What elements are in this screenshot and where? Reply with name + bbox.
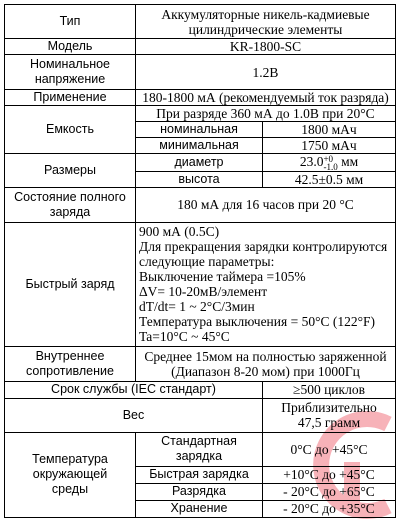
temp-discharge-label: Разрядка <box>136 483 263 500</box>
temp-standard-label: Стандартная зарядка <box>136 432 263 466</box>
row-application <box>5 90 396 106</box>
weight-label: Вес <box>5 398 263 432</box>
row-full-charge <box>5 187 396 222</box>
application-value: 180-1800 мА (рекомендуемый ток разряда) <box>136 90 396 106</box>
capacity-nominal-value: 1800 мАч <box>263 122 396 138</box>
row-model <box>5 39 396 55</box>
row-resistance <box>5 346 396 381</box>
height-value: 42.5±0.5 мм <box>263 171 396 187</box>
type-value: Аккумуляторные никель-кадмиевые цилиндрические элементы <box>136 5 396 39</box>
full-charge-value: 180 мА для 16 часов при 20 °C <box>136 187 396 222</box>
height-label: высота <box>136 171 263 187</box>
weight-value: Приблизительно 47,5 грамм <box>263 398 396 432</box>
row-type <box>5 5 396 39</box>
application-label: Применение <box>5 90 136 106</box>
model-label: Модель <box>5 39 136 55</box>
capacity-label: Емкость <box>5 106 136 154</box>
voltage-value: 1.2В <box>136 55 396 90</box>
specification-table <box>4 4 396 518</box>
resistance-label: Внутреннее сопротивление <box>5 346 136 381</box>
temp-discharge-value: - 20°C до +65°C <box>263 483 396 500</box>
model-value: KR-1800-SC <box>136 39 396 55</box>
resistance-value: Среднее 15мом на полностью заряженной (Диапазон 8-20 мом) при 1000Гц <box>136 346 396 381</box>
fast-charge-details: 900 мА (0.5C) Для прекращения зарядки контролируются следующие параметры: Выключение таймера =105% ΔV= 10-20мВ/элемент dT/dt= 1 ~ 2°C/3мин Температура выключения = 50°C (122°F) Ta=10°C ~ 45°C <box>136 222 396 346</box>
life-value: ≥500 циклов <box>263 381 396 398</box>
row-capacity-header <box>5 106 396 122</box>
row-temp-standard <box>5 432 396 466</box>
temp-standard-value: 0°C до +45°C <box>263 432 396 466</box>
row-life <box>5 381 396 398</box>
life-label: Срок службы (IEC стандарт) <box>5 381 263 398</box>
row-fast-charge <box>5 222 396 346</box>
dimensions-label: Размеры <box>5 154 136 188</box>
voltage-label: Номинальное напряжение <box>5 55 136 90</box>
capacity-minimal-label: минимальная <box>136 138 263 154</box>
fast-charge-label: Быстрый заряд <box>5 222 136 346</box>
diameter-value: 23.0 +0 -1.0 мм <box>263 154 396 172</box>
temp-storage-label: Хранение <box>136 500 263 517</box>
temp-fast-value: +10°C до +45°C <box>263 466 396 483</box>
capacity-condition: При разряде 360 мА до 1.0В при 20°C <box>136 106 396 122</box>
capacity-minimal-value: 1750 мАч <box>263 138 396 154</box>
type-label: Тип <box>5 5 136 39</box>
temp-fast-label: Быстрая зарядка <box>136 466 263 483</box>
capacity-nominal-label: номинальная <box>136 122 263 138</box>
temperature-label: Температура окружающей среды <box>5 432 136 517</box>
diameter-label: диаметр <box>136 154 263 172</box>
row-voltage <box>5 55 396 90</box>
full-charge-label: Состояние полного заряда <box>5 187 136 222</box>
row-weight <box>5 398 396 432</box>
row-dimensions-diameter <box>5 154 396 172</box>
temp-storage-value: - 20°C до +35°C <box>263 500 396 517</box>
